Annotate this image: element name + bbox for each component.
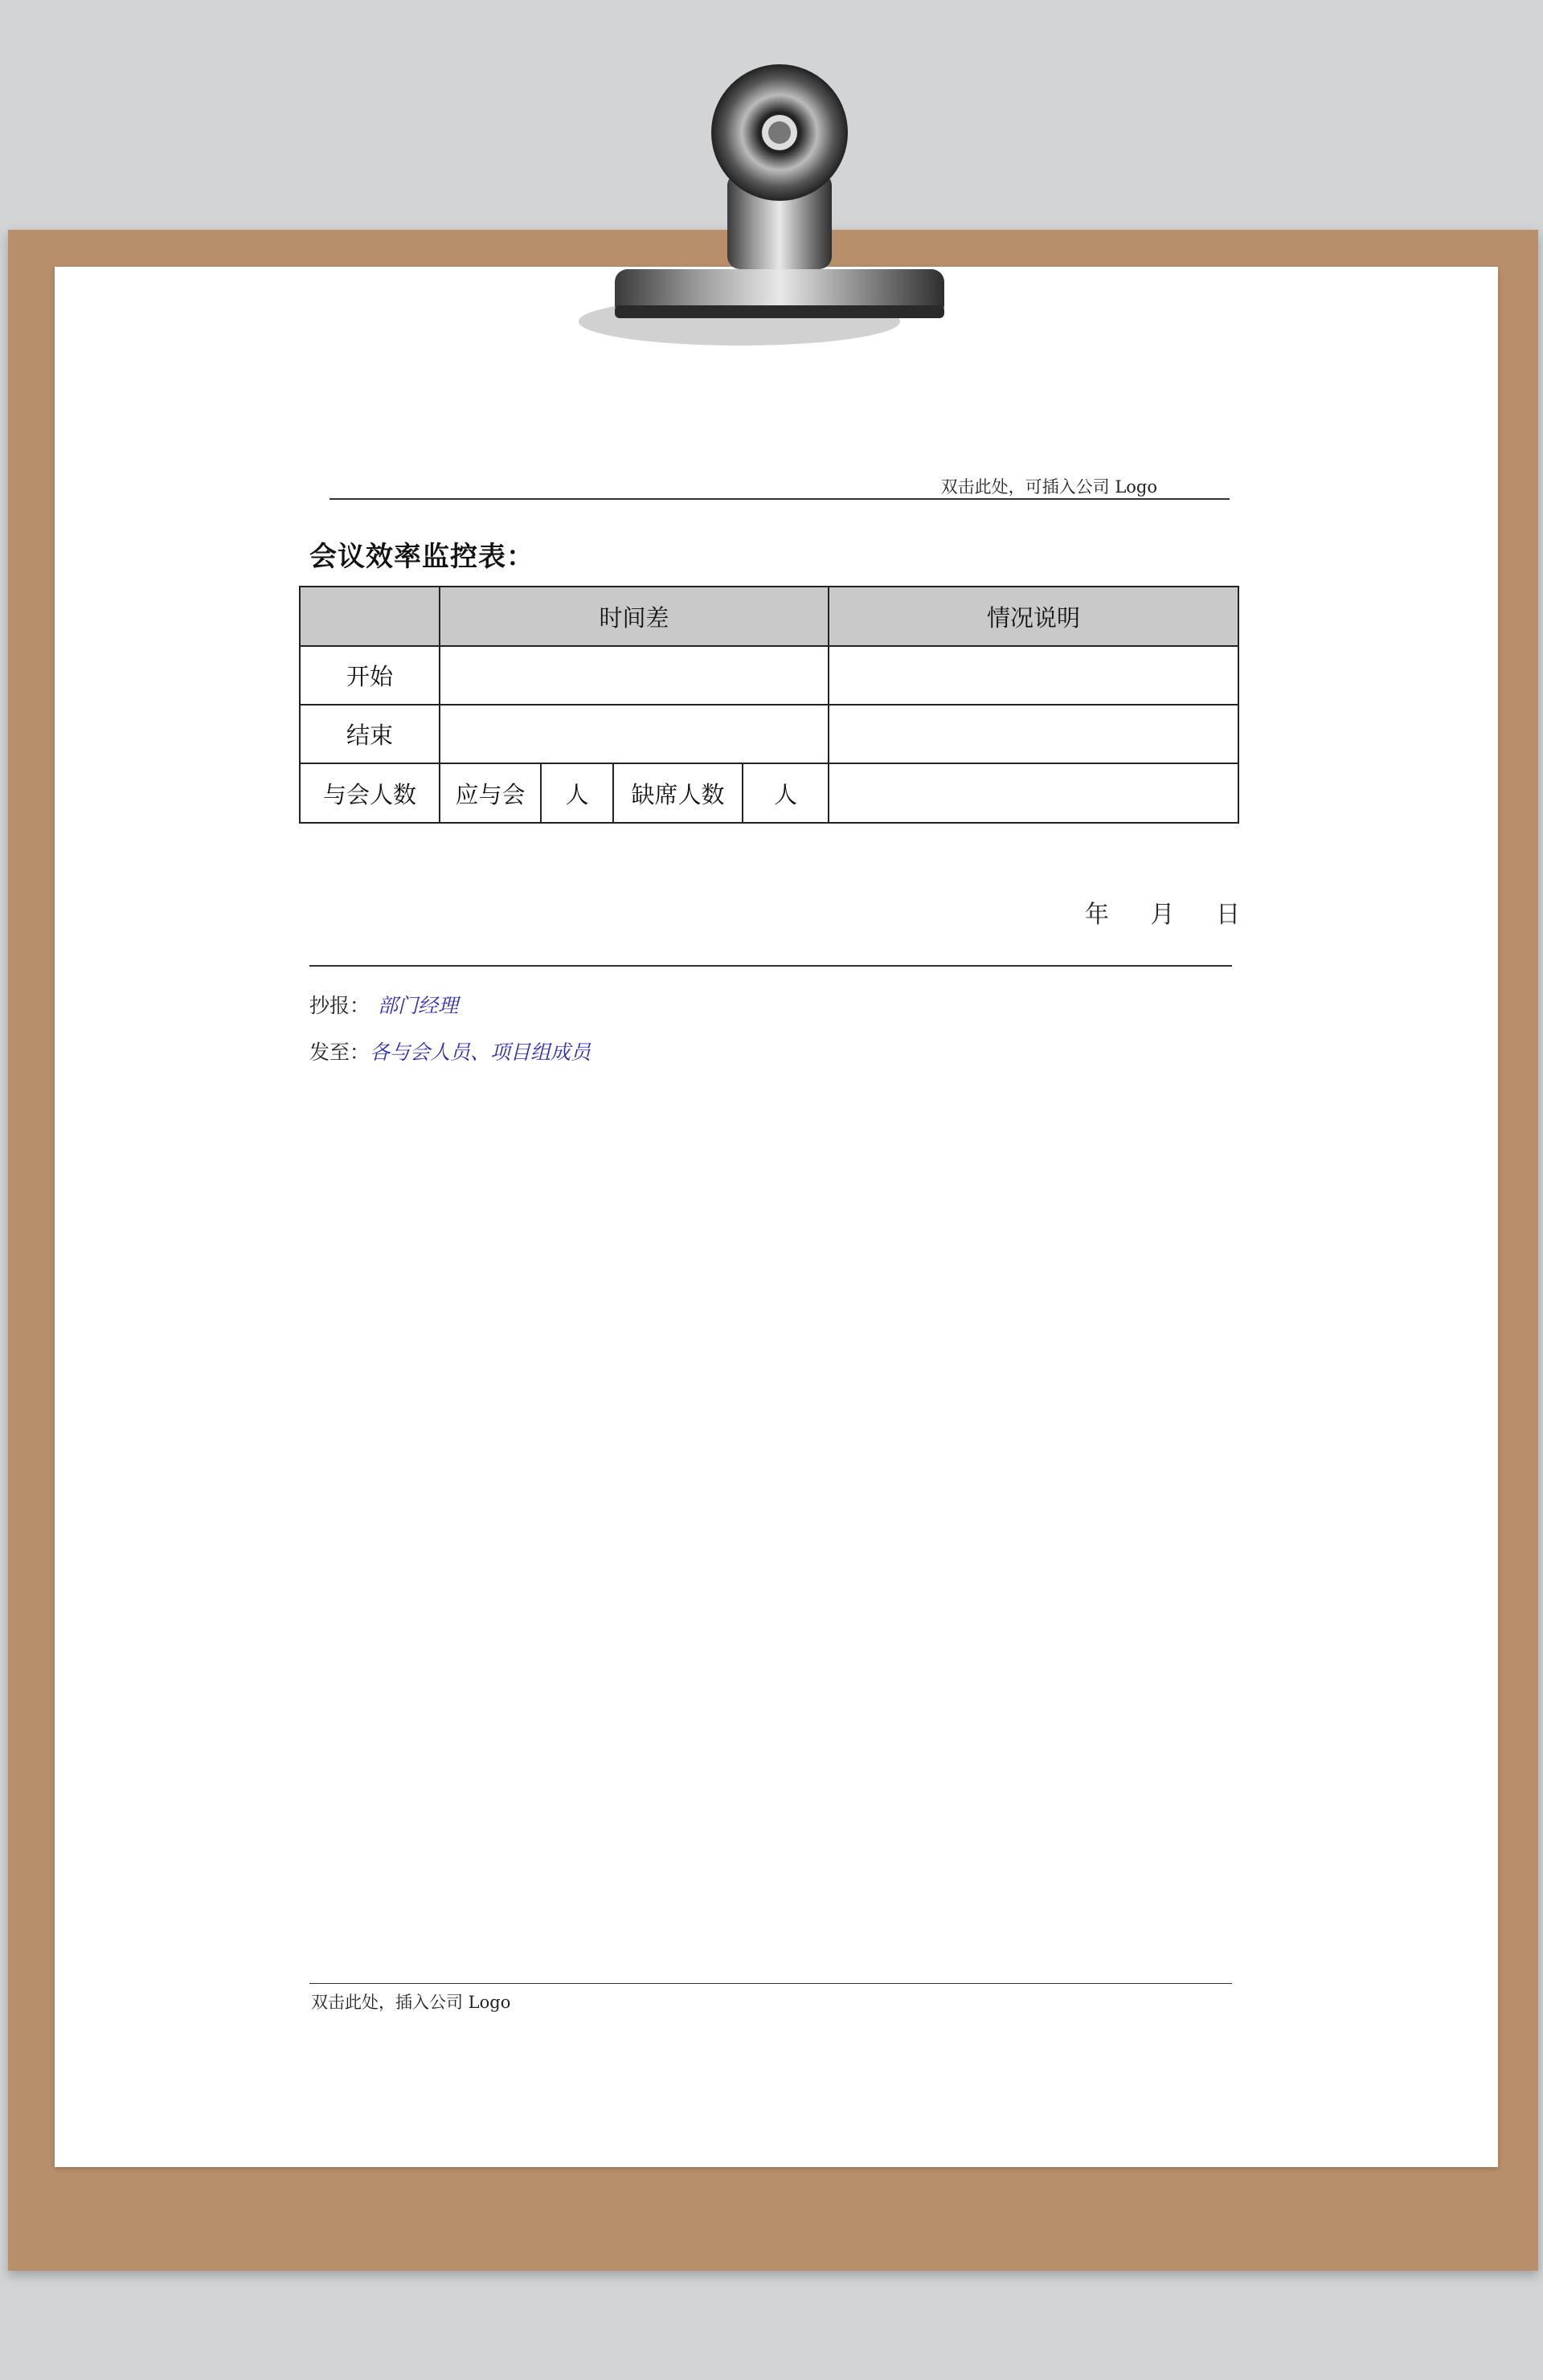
form-title: 会议效率监控表： — [309, 541, 534, 573]
signature-rule — [309, 965, 1232, 967]
expected-label: 应与会 — [440, 763, 541, 823]
document-page — [55, 267, 1498, 2167]
date-line — [1085, 894, 1240, 930]
attendance-situation-cell[interactable] — [829, 763, 1238, 823]
row-label-attendance: 与会人数 — [300, 763, 440, 823]
end-situation-cell[interactable] — [829, 705, 1238, 763]
footer-logo-hint[interactable]: 双击此处，插入公司 Logo — [311, 1993, 511, 2012]
cc-line — [309, 990, 458, 1019]
absent-unit[interactable]: 人 — [743, 763, 829, 823]
date-year: 年 — [1085, 901, 1109, 929]
header-rule — [329, 498, 1230, 500]
row-label-start: 开始 — [300, 646, 440, 705]
end-time-diff-cell[interactable] — [440, 705, 829, 763]
footer-rule — [309, 1983, 1232, 1984]
send-to-line — [309, 1037, 591, 1065]
header-logo-hint[interactable]: 双击此处，可插入公司 Logo — [940, 477, 1157, 497]
send-to-label: 发至： — [309, 1041, 370, 1064]
start-time-diff-cell[interactable] — [440, 646, 829, 705]
binder-clip-icon — [579, 48, 948, 354]
send-to-value[interactable]: 各与会人员、项目组成员 — [370, 1041, 591, 1064]
col-header-situation: 情况说明 — [829, 587, 1238, 646]
date-month: 月 — [1150, 901, 1175, 929]
col-header-time-diff: 时间差 — [440, 587, 829, 646]
start-situation-cell[interactable] — [829, 646, 1238, 705]
absent-label: 缺席人数 — [613, 763, 743, 823]
cc-value[interactable]: 部门经理 — [378, 994, 459, 1017]
efficiency-table — [299, 586, 1239, 824]
header-blank-cell — [300, 587, 440, 646]
row-label-end: 结束 — [300, 705, 440, 763]
expected-unit[interactable]: 人 — [541, 763, 613, 823]
date-day: 日 — [1216, 901, 1241, 929]
cc-label: 抄报： — [309, 994, 370, 1017]
